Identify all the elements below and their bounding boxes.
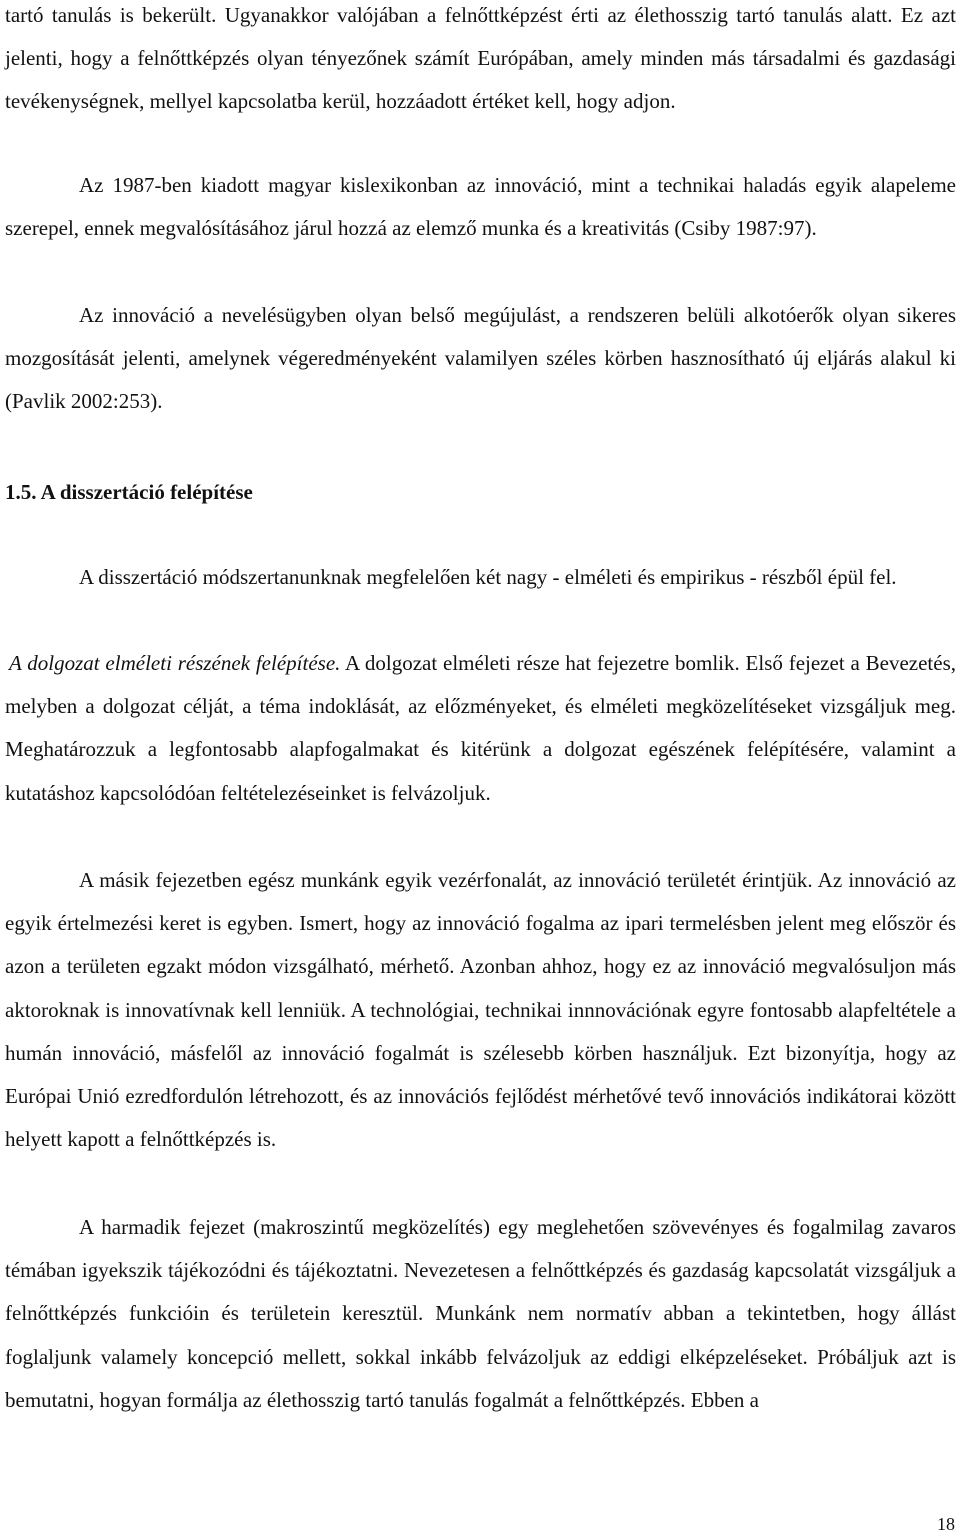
- paragraph-second-chapter: A másik fejezetben egész munkánk egyik vezérfonalát, az innováció területét érintjük. Az innováció az egyik értelmezési keret is egyben. Ismert, hogy az innováció fogalma az ipari termelésben jelent meg először és azon a területen egzakt módon vizsgálható, mérhető. Azonban ahhoz, hogy ez az innováció megvalósuljon más aktoroknak is innovatívnak kell lenniük. A technológiai, technikai innnovációnak egyre fontosabb alapfeltétele a humán innováció, másfelől az innováció fogalmát is szélesebb körben használjuk. Ezt bizonyítja, hogy az Európai Unió ezredfordulón létrehozott, és az innovációs fejlődést mérhetővé tevő innovációs indikátorai között helyett kapott a felnőttképzés is.: [5, 868, 956, 1152]
- paragraph-third-chapter: A harmadik fejezet (makroszintű megközelítés) egy meglehetően szövevényes és fogalmilag zavaros témában igyekszik tájékozódni és tájékoztatni. Nevezetesen a felnőttképzés és gazdaság kapcsolatát vizsgáljuk a felnőttképzés funkcióin és területein keresztül. Munkánk nem normatív abban a tekintetben, hogy állást foglaljunk valamely koncepció mellett, sokkal inkább felvázoljuk az eddigi elképzeléseket. Próbáljuk azt is bemutatni, hogyan formálja az élethosszig tartó tanulás fogalmát a felnőttképzés. Ebben a: [5, 1215, 956, 1412]
- theoretical-part-text: A dolgozat elméleti része hat fejezetre bomlik. Első fejezet a Bevezetés, melyben a dolgozat célját, a téma indoklását, az előzményeket, és elméleti megközelítéseket vizsgáljuk meg. Meghatározzuk a legfontosabb alapfogalmakat és kitérünk a dolgozat egészének felépítésére, valamint a kutatáshoz kapcsolódóan feltételezéseinket is felvázoljuk.: [5, 651, 956, 805]
- paragraph-structure: A disszertáció módszertanunknak megfelelően két nagy - elméleti és empirikus - részből épül fel.: [79, 565, 897, 589]
- page-number: 18: [937, 1514, 955, 1534]
- section-heading: 1.5. A disszertáció felépítése: [5, 480, 253, 504]
- paragraph-intro: tartó tanulás is bekerült. Ugyanakkor valójában a felnőttképzést érti az élethosszig tartó tanulás alatt. Ez azt jelenti, hogy a felnőttképzés olyan tényezőnek számít Európában, amely minden más társadalmi és gazdasági tevékenységnek, mellyel kapcsolatba kerül, hozzáadott értéket kell, hogy adjon.: [5, 3, 956, 114]
- paragraph-kislexikon: Az 1987-ben kiadott magyar kislexikonban az innováció, mint a technikai haladás egyik alapeleme szerepel, ennek megvalósításához járul hozzá az elemző munka és a kreativitás (Csiby 1987:97).: [5, 173, 956, 241]
- paragraph-theoretical: [5, 642, 956, 815]
- theoretical-part-label: A dolgozat elméleti részének felépítése.: [9, 651, 341, 675]
- paragraph-innovacio: Az innováció a nevelésügyben olyan belső megújulást, a rendszeren belüli alkotóerők olyan sikeres mozgosítását jelenti, amelynek végeredményeként valamilyen széles körben hasznosítható új eljárás alakul ki (Pavlik 2002:253).: [5, 303, 956, 414]
